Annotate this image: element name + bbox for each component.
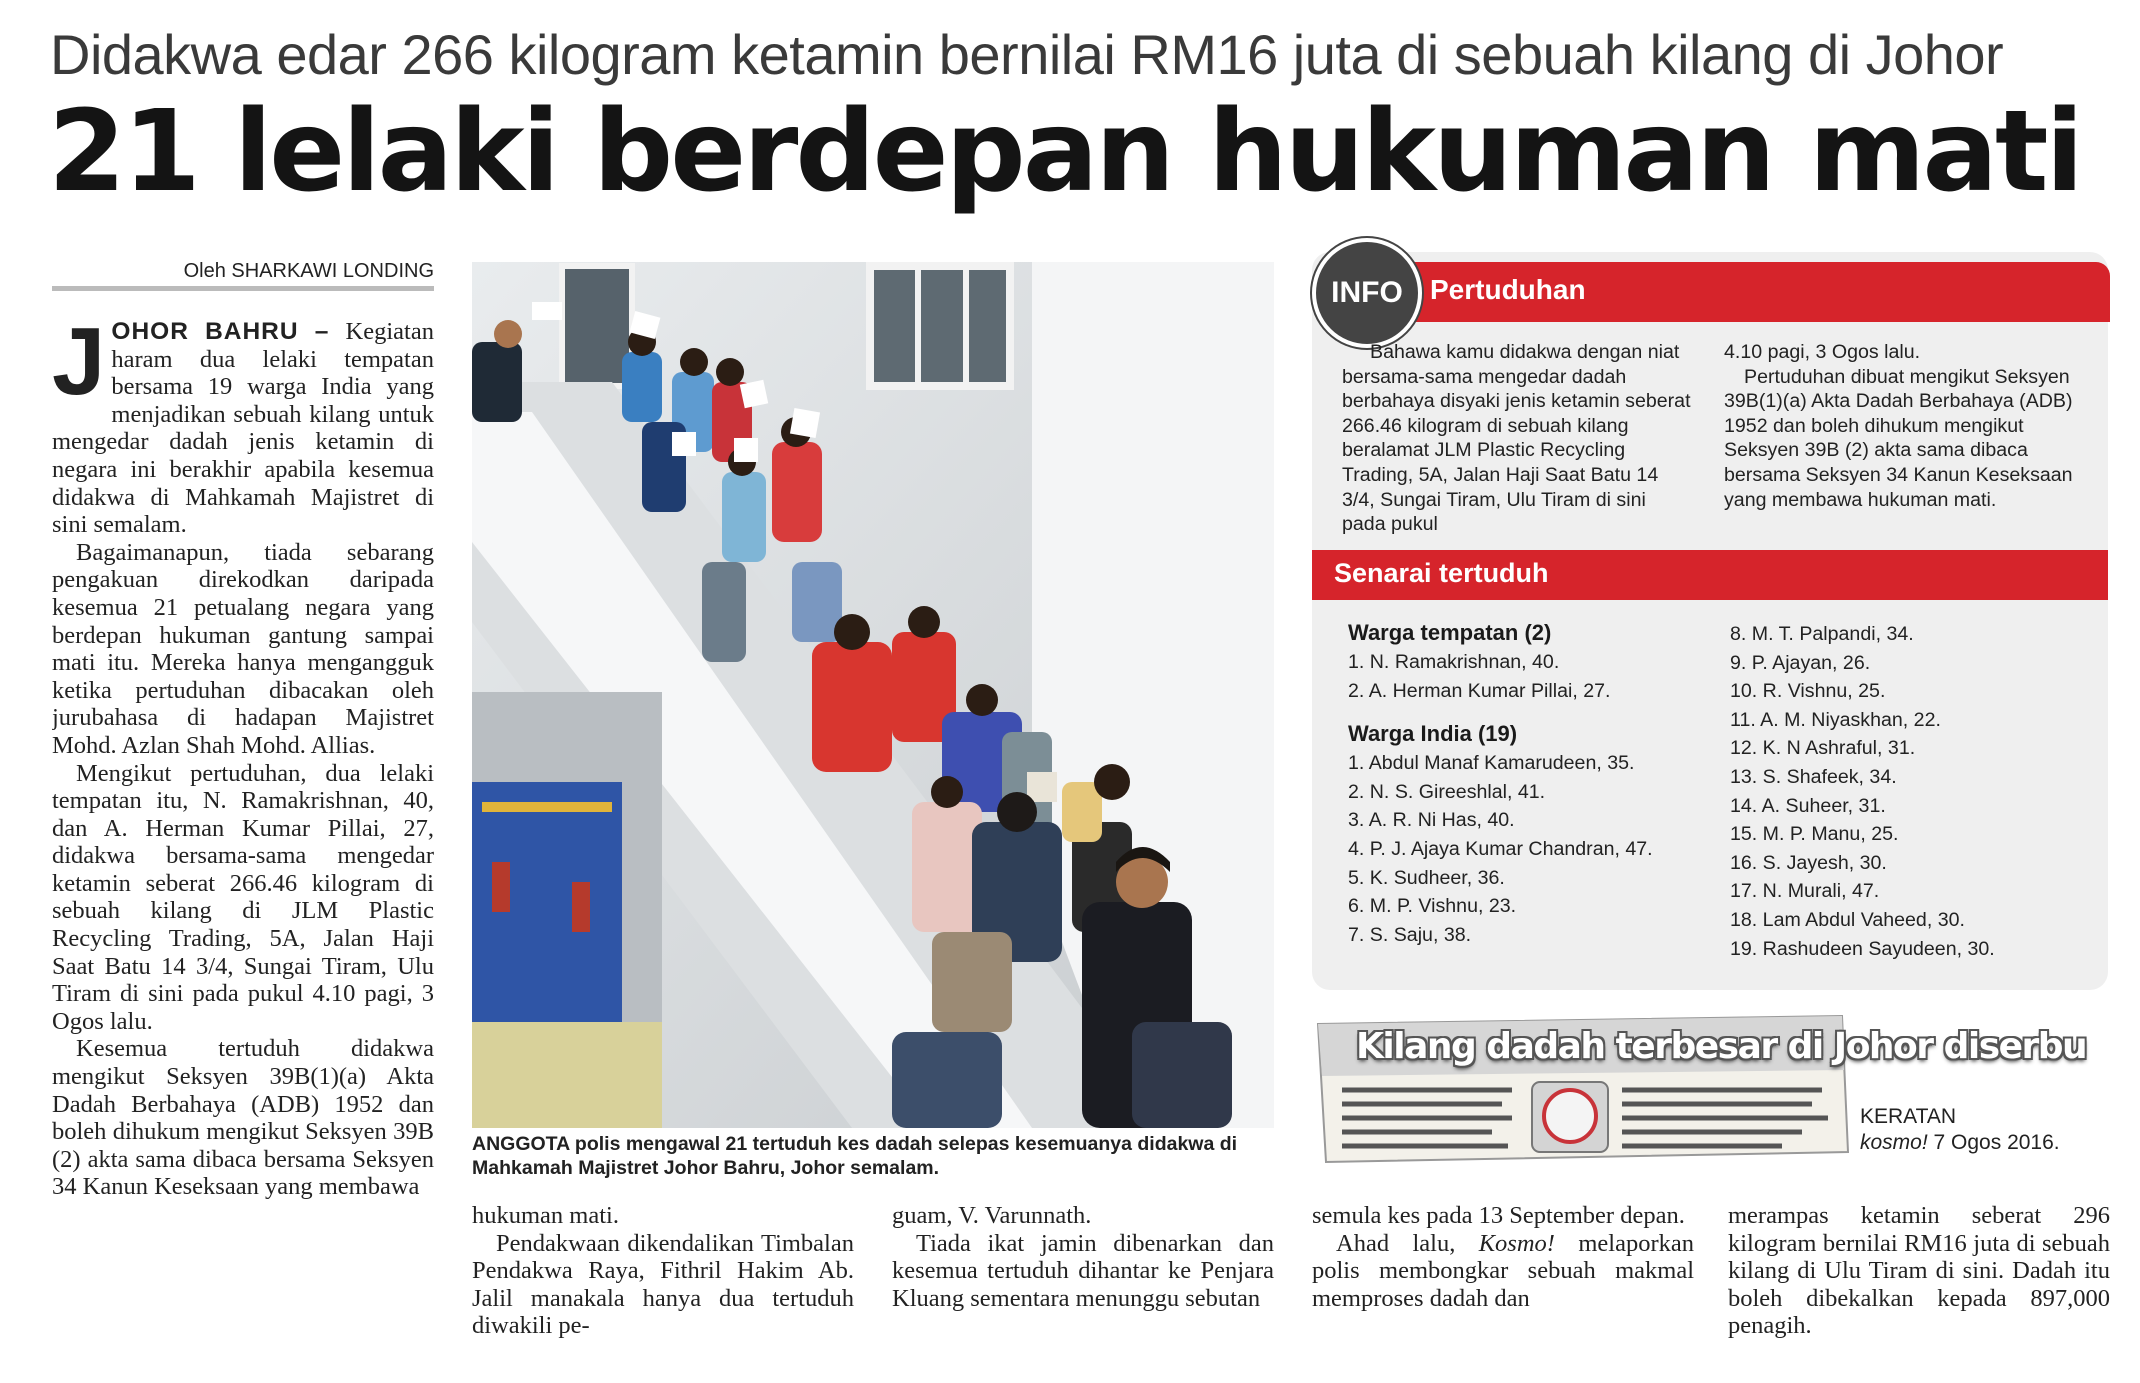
defendant-item: 5. K. Sudheer, 36. [1348,866,1505,889]
main-headline: 21 lelaki berdepan hukuman mati [48,87,2081,217]
kosmo-name: Kosmo! [1478,1229,1555,1257]
defendant-item: 8. M. T. Palpandi, 34. [1730,623,1914,645]
dateline-dash: – [298,318,346,345]
defendant-item: 11. A. M. Niyaskhan, 22. [1730,708,1941,731]
defendant-item: 14. A. Suheer, 31. [1730,794,1886,817]
article-paragraph-4: Kesemua tertuduh didakwa mengikut Seksyen 39B(1)(a) Akta Dadah Berbahaya (ADB) 1952 dan boleh dihukum mengikut Seksyen 39B (2) akta sama dibaca bersama Seksyen 34 Kanun Keseksaan yang membawa [52,1035,434,1201]
article-column-2 [472,1202,854,1352]
news-photo [472,262,1274,1128]
charge-paragraph-left: Bahawa kamu didakwa dengan niat bersama-sama mengedar dadah berbahaya disyaki jenis ketamin seberat 266.46 kilogram di sebuah kilang beralamat JLM Plastic Recycling Trading, 5A, Jalan Haji Saat Batu 14 3/4, Sungai Tiram, Ulu Tiram di sini pada pukul [1342,341,1691,536]
local-heading: Warga tempatan (2) [1348,620,1552,645]
article-paragraph-2: Bagaimanapun, tiada sebarang pengakuan direkodkan daripada kesemua 21 petualang negara yang berdepan hukuman gantung sampai mati itu. Mereka hanya mengangguk ketika pertuduhan dibacakan oleh jurubahasa di hadapan Majistret Mohd. Azlan Shah Mohd. Allias. [52,538,434,759]
charge-text-right [1724,340,2084,512]
clipping-publication: kosmo! [1860,1131,1928,1154]
local-list [1348,648,1708,705]
defendant-item: 3. A. R. Ni Has, 40. [1348,809,1515,832]
charge-paragraph-right-2: Pertuduhan dibuat mengikut Seksyen 39B(1)(a) Akta Dadah Berbahaya (ADB) 1952 dan boleh dihukum mengikut Seksyen 39B (2) akta sama dibaca bersama Seksyen 34 Kanun Keseksaan yang membawa hukuman mati. [1724,365,2073,511]
defendant-item: 17. N. Murali, 47. [1730,880,1880,903]
paragraph-7-start: Ahad lalu, [1336,1229,1479,1257]
byline-rule [52,286,434,291]
article-paragraph-5-cont: guam, V. Varunnath. [892,1202,1092,1229]
byline: Oleh SHARKAWI LONDING [183,260,434,282]
article-paragraph-7 [1312,1230,1694,1313]
photo-illustration [472,262,1274,1128]
article-paragraph-3: Mengikut pertuduhan, dua lelaki tempatan itu, N. Ramakrishnan, 40, dan A. Herman Kumar Pillai, 27, didakwa bersama-sama mengedar ketamin seberat 266.46 kilogram di sebuah kilang di JLM Plastic Recycling Trading, 5A, Jalan Haji Saat Batu 14 3/4, Sungai Tiram, Ulu Tiram di sini pada pukul 4.10 pagi, 3 Ogos lalu. [52,759,434,1035]
defendant-item: 6. M. P. Vishnu, 23. [1348,895,1517,918]
india-heading: Warga India (19) [1348,721,1518,747]
defendant-item: 2. N. S. Gireeshlal, 41. [1348,780,1546,803]
defendant-item: 15. M. P. Manu, 25. [1730,823,1899,846]
defendants-right-column [1730,620,2090,963]
article-column-4 [1312,1202,1694,1352]
defendant-item: 1. Abdul Manaf Kamarudeen, 35. [1348,752,1635,775]
info-title-bar [1400,262,2110,322]
defendants-title: Senarai tertuduh [1334,558,1549,588]
info-badge: INFO [1312,238,1422,348]
defendant-item: 1. N. Ramakrishnan, 40. [1348,651,1560,673]
india-list-right [1730,620,2090,963]
defendant-item: 7. S. Saju, 38. [1348,923,1472,946]
newspaper-clipping [1312,1012,2102,1164]
defendant-item: 9. P. Ajayan, 26. [1730,651,1871,674]
clipping-label: KERATAN [1860,1105,1957,1128]
defendant-item: 2. A. Herman Kumar Pillai, 27. [1348,679,1611,702]
defendant-item: 10. R. Vishnu, 25. [1730,680,1886,703]
charge-text-left [1342,340,1692,537]
clipping-title: Kilang dadah terbesar di Johor diserbu [1356,1026,2087,1067]
info-title: Pertuduhan [1430,274,1586,305]
defendant-item: 4. P. J. Ajaya Kumar Chandran, 47. [1348,837,1653,860]
article-paragraph-6: Tiada ikat jamin dibenarkan dan kesemua tertuduh dihantar ke Penjara Kluang sementara menunggu sebutan [892,1229,1274,1312]
dateline: OHOR BAHRU [111,318,299,345]
article-paragraph-4-cont: hukuman mati. [472,1202,619,1229]
india-list-left [1348,749,1708,949]
charge-paragraph-right-1: 4.10 pagi, 3 Ogos lalu. [1724,341,1921,363]
article-paragraph-6-cont: semula kes pada 13 September depan. [1312,1202,1685,1229]
drop-cap: J [52,318,106,415]
defendant-item: 13. S. Shafeek, 34. [1730,765,1897,788]
defendant-item: 12. K. N Ashraful, 31. [1730,737,1916,760]
article-column-1 [52,318,434,1353]
article-column-3 [892,1202,1274,1352]
defendants-title-bar [1312,550,2108,600]
paragraph-7-end: melaporkan polis membongkar sebuah makmal memproses dadah dan [1312,1229,1694,1312]
defendants-left-column [1348,618,1708,949]
clipping-source [1860,1104,2100,1156]
article-paragraph-5: Pendakwaan dikendalikan Timbalan Pendakwa Raya, Fithril Hakim Ab. Jalil manakala hanya dua tertuduh diwakili pe- [472,1229,854,1340]
defendant-item: 18. Lam Abdul Vaheed, 30. [1730,908,1965,931]
photo-caption: ANGGOTA polis mengawal 21 tertuduh kes dadah selepas kesemuanya didakwa di Mahkamah Majistret Johor Bahru, Johor semalam. [472,1133,1238,1179]
clipping-date: 7 Ogos 2016. [1933,1131,2060,1154]
article-paragraph-1 [52,318,434,539]
article-paragraph-7-cont: merampas ketamin seberat 296 kilogram bernilai RM16 juta di sebuah kilang di Ulu Tiram di sini. Dadah itu boleh dibekalkan kepada 897,000 penagih. [1728,1202,2110,1340]
kicker-headline: Didakwa edar 266 kilogram ketamin bernilai RM16 juta di sebuah kilang di Johor [50,23,2004,86]
article-column-5 [1728,1202,2110,1352]
defendant-item: 19. Rashudeen Sayudeen, 30. [1730,937,1995,960]
paragraph-1-text: Kegiatan haram dua lelaki tempatan bersama 19 warga India yang menjadikan sebuah kilang untuk mengedar dadah jenis ketamin di negara ini berakhir apabila kesemua didakwa di Mahkamah Majistret di sini semalam. [52,318,434,539]
defendant-item: 16. S. Jayesh, 30. [1730,851,1887,874]
clipping-citation [1860,1130,2100,1156]
